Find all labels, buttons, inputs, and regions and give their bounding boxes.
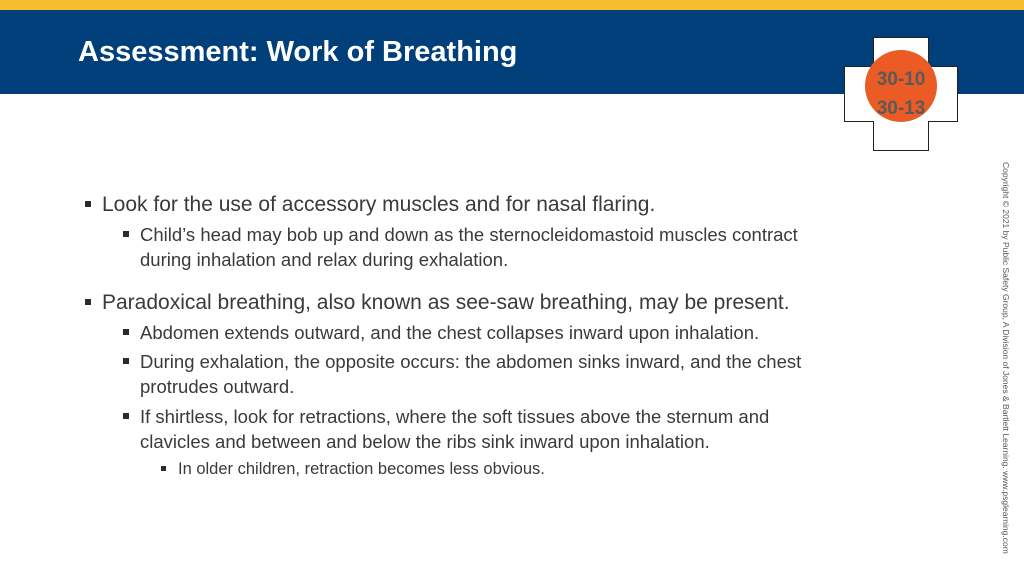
sub-bullet-text: clavicles and between and below the ribs sink inward upon inhalation.: [140, 431, 710, 452]
sub-bullet-text: Abdomen extends outward, and the chest collapses inward upon inhalation.: [140, 322, 760, 343]
slide-title: Assessment: Work of Breathing: [78, 36, 518, 68]
bullet-text: Look for the use of accessory muscles and for nasal flaring.: [102, 193, 656, 216]
square-bullet-icon: [123, 413, 129, 419]
square-bullet-icon: [85, 201, 91, 207]
square-bullet-icon: [123, 358, 129, 364]
square-bullet-icon: [85, 299, 91, 305]
badge-number-1: 30-10: [876, 69, 926, 90]
sub-bullet-text: If shirtless, look for retractions, where the soft tissues above the sternum and: [140, 406, 770, 427]
sub-bullet-text: During exhalation, the opposite occurs: the abdomen sinks inward, and the chest: [140, 351, 802, 372]
square-bullet-icon: [161, 466, 166, 471]
sub-sub-bullet-text: In older children, retraction becomes less obvious.: [178, 460, 545, 478]
badge-number-2: 30-13: [876, 98, 926, 119]
sub-bullet-text: protrudes outward.: [140, 376, 295, 397]
sub-bullet-text: Child’s head may bob up and down as the sternocleidomastoid muscles contract: [140, 224, 798, 245]
square-bullet-icon: [123, 329, 129, 335]
bullet-text: Paradoxical breathing, also known as see-saw breathing, may be present.: [102, 291, 790, 314]
sub-bullet-text: during inhalation and relax during exhalation.: [140, 249, 509, 270]
square-bullet-icon: [123, 231, 129, 237]
copyright-notice: Copyright © 2021 by Public Safety Group, A Division of Jones & Bartlett Learning. www.psglearning.com: [1001, 162, 1011, 554]
